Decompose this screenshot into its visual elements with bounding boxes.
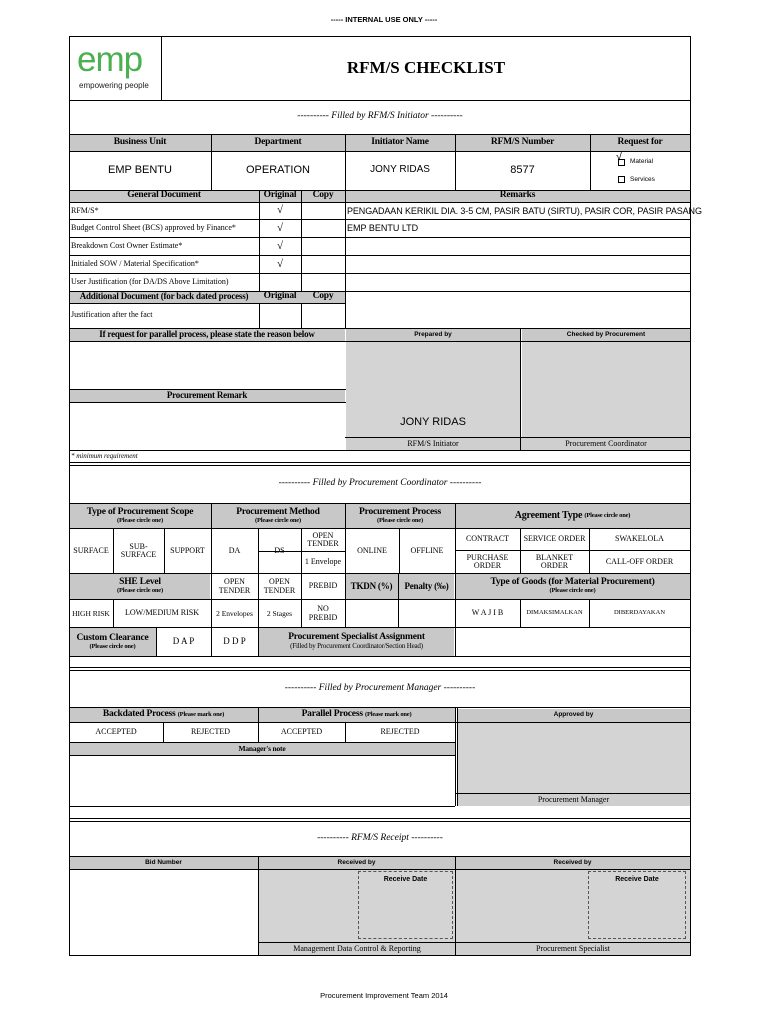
procurement-scope-title: Type of Procurement Scope	[86, 506, 194, 517]
backdated-accepted-option[interactable]: ACCEPTED	[95, 727, 137, 737]
approved-by-role: Procurement Manager	[537, 794, 610, 804]
specialist-assignment-sub: (Filled by Procurement Coordinator/Section Head)	[290, 642, 423, 651]
request-for-header: Request for	[617, 137, 663, 148]
justification-row-label: Justification after the fact	[71, 310, 153, 320]
section-manager-heading: ---------- Filled by Procurement Manager ----------	[284, 683, 476, 694]
receive-date-label: Receive Date	[383, 876, 428, 884]
agreement-option[interactable]: BLANKET ORDER	[535, 552, 574, 570]
method-option[interactable]: 1 Envelope	[304, 557, 342, 567]
material-option-label: Material	[630, 157, 654, 165]
initiator-name-header: Initiator Name	[371, 137, 429, 148]
type-of-goods-header	[455, 574, 690, 599]
she-option[interactable]: HIGH RISK	[72, 608, 110, 618]
receive-date-label: Receive Date	[615, 876, 659, 884]
backdated-rejected-option[interactable]: REJECTED	[190, 727, 231, 737]
remarks-line-1: PENGADAAN KERIKIL DIA. 3-5 CM, PASIR BATU (SIRTU), PASIR COR, PASIR PASANG	[347, 206, 702, 217]
procurement-process-title: Procurement Process	[359, 506, 441, 517]
custom-clearance-header	[69, 628, 156, 656]
checked-by-header: Checked by Procurement	[566, 330, 646, 338]
original-check-mark: √	[276, 257, 284, 270]
parallel-process-approval-header	[258, 708, 455, 722]
minimum-requirement-note: * minimum requirement	[71, 451, 138, 460]
she-option[interactable]: LOW/MEDIUM RISK	[125, 608, 199, 618]
doc-row-label: Breakdown Cost Owner Estimate*	[71, 241, 183, 251]
section-coordinator-heading: ---------- Filled by Procurement Coordinator ----------	[278, 478, 482, 489]
emp-logo	[74, 40, 158, 96]
procurement-method-title: Procurement Method	[236, 506, 320, 517]
prebid-option[interactable]: PREBID	[308, 581, 338, 591]
agreement-option[interactable]: SWAKELOLA	[615, 534, 664, 544]
original-check-mark: √	[276, 204, 284, 217]
prepared-by-header: Prepared by	[414, 330, 452, 338]
tkdn-header: TKDN (%)	[350, 580, 393, 591]
procurement-remark-header: Procurement Remark	[166, 390, 248, 401]
department-header: Department	[254, 137, 302, 148]
department-value: OPERATION	[246, 164, 310, 177]
method-option[interactable]: DA	[228, 545, 241, 555]
material-check-mark: √	[616, 151, 623, 163]
process-option[interactable]: OFFLINE	[410, 545, 444, 555]
internal-use-note: ----- INTERNAL USE ONLY -----	[330, 15, 438, 25]
receipt-role-left: Management Data Control & Reporting	[293, 943, 421, 953]
remarks-header: Remarks	[499, 190, 536, 201]
rfms-number-header: RFM/S Number	[490, 137, 555, 148]
type-of-goods-title: Type of Goods (for Material Procurement)	[490, 577, 655, 588]
additional-original-header: Original	[263, 291, 297, 302]
specialist-assignment-header	[258, 628, 455, 656]
agreement-type-header	[455, 504, 690, 528]
tender-option[interactable]: OPEN TENDER	[218, 577, 251, 595]
doc-row-label: Budget Control Sheet (BCS) approved by Finance*	[71, 223, 236, 233]
circle-one-note: (Please circle one)	[255, 516, 301, 524]
services-checkbox[interactable]	[618, 176, 625, 183]
circle-one-note: (Please circle one)	[117, 587, 163, 595]
parallel-rejected-option[interactable]: REJECTED	[380, 727, 420, 737]
mark-one-note: (Please mark one)	[177, 710, 225, 718]
specialist-assignment-title: Procurement Specialist Assignment	[288, 632, 425, 643]
customs-option[interactable]: D D P	[223, 636, 246, 647]
footer-text: Procurement Improvement Team 2014	[320, 991, 448, 1001]
agreement-option[interactable]: SERVICE ORDER	[523, 534, 586, 544]
circle-one-note: (Please circle one)	[117, 516, 163, 524]
scope-option[interactable]: SURFACE	[73, 545, 109, 555]
section-receipt-heading: ---------- RFM/S Receipt ----------	[317, 833, 443, 844]
circle-one-note: (Please circle one)	[549, 587, 596, 595]
prebid-option[interactable]: NO PREBID	[308, 604, 338, 622]
procurement-scope-header	[69, 504, 211, 528]
agreement-option[interactable]: CONTRACT	[465, 534, 510, 544]
she-level-header	[69, 574, 211, 599]
bid-number-header: Bid Number	[145, 858, 182, 866]
managers-note-header: Manager's note	[238, 744, 286, 754]
received-by-header: Received by	[337, 858, 376, 866]
procurement-process-header	[345, 504, 455, 528]
penalty-header: Penalty (‰)	[404, 580, 449, 591]
additional-copy-header: Copy	[312, 291, 334, 302]
doc-row-label: User Justification (for DA/DS Above Limitation)	[71, 277, 229, 287]
receipt-role-right: Procurement Specialist	[536, 943, 610, 953]
doc-row-label: Initialed SOW / Material Specification*	[71, 259, 199, 269]
initiator-name-value: JONY RIDAS	[370, 163, 430, 175]
logo-brand: emp	[77, 40, 143, 79]
checked-by-role: Procurement Coordinator	[565, 438, 647, 448]
parallel-accepted-option[interactable]: ACCEPTED	[280, 727, 323, 737]
circle-one-note: (Please circle one)	[377, 516, 423, 524]
parallel-process-header: If request for parallel process, please state the reason below	[99, 329, 315, 340]
goods-option[interactable]: DIBERDAYAKAN	[613, 609, 666, 617]
tender-option[interactable]: OPEN TENDER	[263, 577, 296, 595]
form-title: RFM/S CHECKLIST	[346, 58, 506, 78]
rfms-number-value: 8577	[510, 164, 535, 177]
method-option[interactable]: OPEN TENDER	[307, 530, 339, 548]
additional-document-header: Additional Document (for back dated process)	[79, 291, 249, 302]
backdated-process-header	[69, 708, 258, 722]
approved-by-header: Approved by	[553, 711, 594, 719]
goods-option[interactable]: W A J I B	[471, 608, 504, 618]
method-option[interactable]: DS	[274, 545, 285, 555]
services-option-label: Services	[630, 175, 655, 183]
procurement-method-header	[211, 504, 345, 528]
logo-tagline: empowering people	[79, 81, 149, 90]
general-document-header: General Document	[127, 190, 201, 201]
prepared-by-name: JONY RIDAS	[400, 416, 466, 429]
doc-row-label: RFM/S*	[71, 205, 99, 215]
remarks-line-2: EMP BENTU LTD	[347, 223, 419, 234]
envelope-option[interactable]: 2 Envelopes	[216, 608, 253, 618]
original-check-mark: √	[276, 239, 284, 252]
copy-header: Copy	[312, 190, 334, 201]
scope-option[interactable]: SUPPORT	[170, 545, 205, 555]
parallel-process-title: Parallel Process	[301, 709, 363, 720]
prepared-by-role: RFM/S Initiator	[407, 438, 459, 448]
circle-one-note: (Please circle one)	[89, 642, 136, 650]
goods-option[interactable]: DIMAKSIMALKAN	[526, 609, 583, 617]
original-check-mark: √	[276, 221, 284, 234]
stage-option[interactable]: 2 Stages	[266, 608, 293, 618]
mark-one-note: (Please mark one)	[365, 710, 412, 718]
scope-option[interactable]: SUB- SURFACE	[120, 541, 157, 559]
agreement-type-title: Agreement Type	[514, 509, 583, 521]
original-header: Original	[263, 190, 297, 201]
process-option[interactable]: ONLINE	[357, 545, 387, 555]
business-unit-header: Business Unit	[113, 137, 167, 148]
agreement-option[interactable]: PURCHASE ORDER	[466, 552, 509, 570]
customs-option[interactable]: D A P	[172, 636, 195, 647]
backdated-process-title: Backdated Process	[102, 709, 176, 720]
circle-one-note: (Please circle one)	[584, 511, 631, 519]
business-unit-value: EMP BENTU	[108, 164, 172, 177]
section-initiator-heading: ---------- Filled by RFM/S Initiator ----------	[297, 111, 463, 122]
custom-clearance-title: Custom Clearance	[76, 632, 149, 643]
received-by-header: Received by	[553, 858, 592, 866]
she-level-title: SHE Level	[119, 577, 161, 588]
agreement-option[interactable]: CALL-OFF ORDER	[605, 556, 674, 566]
